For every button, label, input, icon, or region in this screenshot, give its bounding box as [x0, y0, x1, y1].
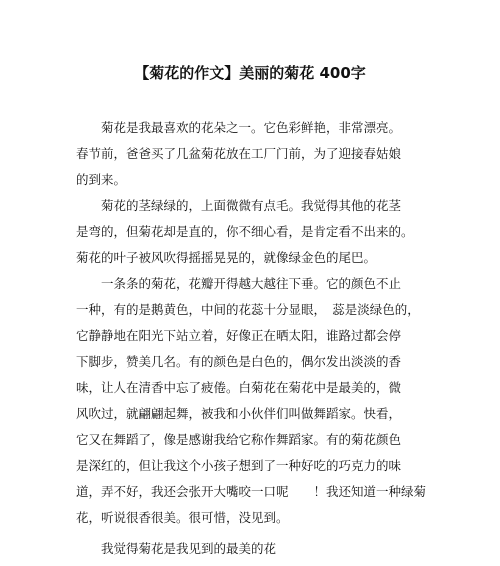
body-line: 是深红的，但让我这个小孩子想到了一种好吃的巧克力的味: [76, 458, 402, 473]
body-line: 花，听说很香很美。很可惜，没见到。: [76, 510, 289, 525]
body-line: 是弯的，但菊花却是直的，你不细心看，是肯定看不出来的。: [76, 224, 414, 239]
body-line: 下脚步，赞美几名。有的颜色是白色的，偶尔发出淡淡的香: [76, 354, 402, 369]
body-line: 它静静地在阳光下站立着，好像正在晒太阳，谁路过都会停: [76, 328, 402, 343]
body-line: 春节前，爸爸买了几盆菊花放在工厂门前，为了迎接春姑娘: [76, 146, 402, 161]
body-line: 味，让人在清香中忘了疲倦。白菊花在菊花中是最美的，微: [76, 380, 402, 395]
body-line: 菊花是我最喜欢的花朵之一。它色彩鲜艳，非常漂亮。: [101, 120, 402, 135]
body-line: 风吹过，就翩翩起舞，被我和小伙伴们叫做舞蹈家。快看，: [76, 406, 402, 421]
body-line: 道，弄不好，我还会张开大嘴咬一口呢 ！我还知道一种绿菊: [76, 484, 427, 499]
body-line: 我觉得菊花是我见到的最美的花: [101, 541, 277, 556]
body-line: 菊花的茎绿绿的，上面微微有点毛。我觉得其他的花茎: [101, 198, 402, 213]
body-line: 一条条的菊花，花瓣开得越大越往下垂。它的颜色不止: [101, 276, 402, 291]
body-line: 的到来。: [76, 172, 127, 187]
document-title: 【菊花的作文】美丽的菊花 400字: [134, 64, 366, 82]
body-line: 菊花的叶子被风吹得摇摇晃晃的，就像绿金色的尾巴。: [76, 250, 377, 265]
body-line: 它又在舞蹈了，像是感谢我给它称作舞蹈家。有的菊花颜色: [76, 432, 402, 447]
body-line: 一种，有的是鹅黄色，中间的花蕊十分显眼， 蕊是淡绿色的，: [76, 302, 420, 317]
